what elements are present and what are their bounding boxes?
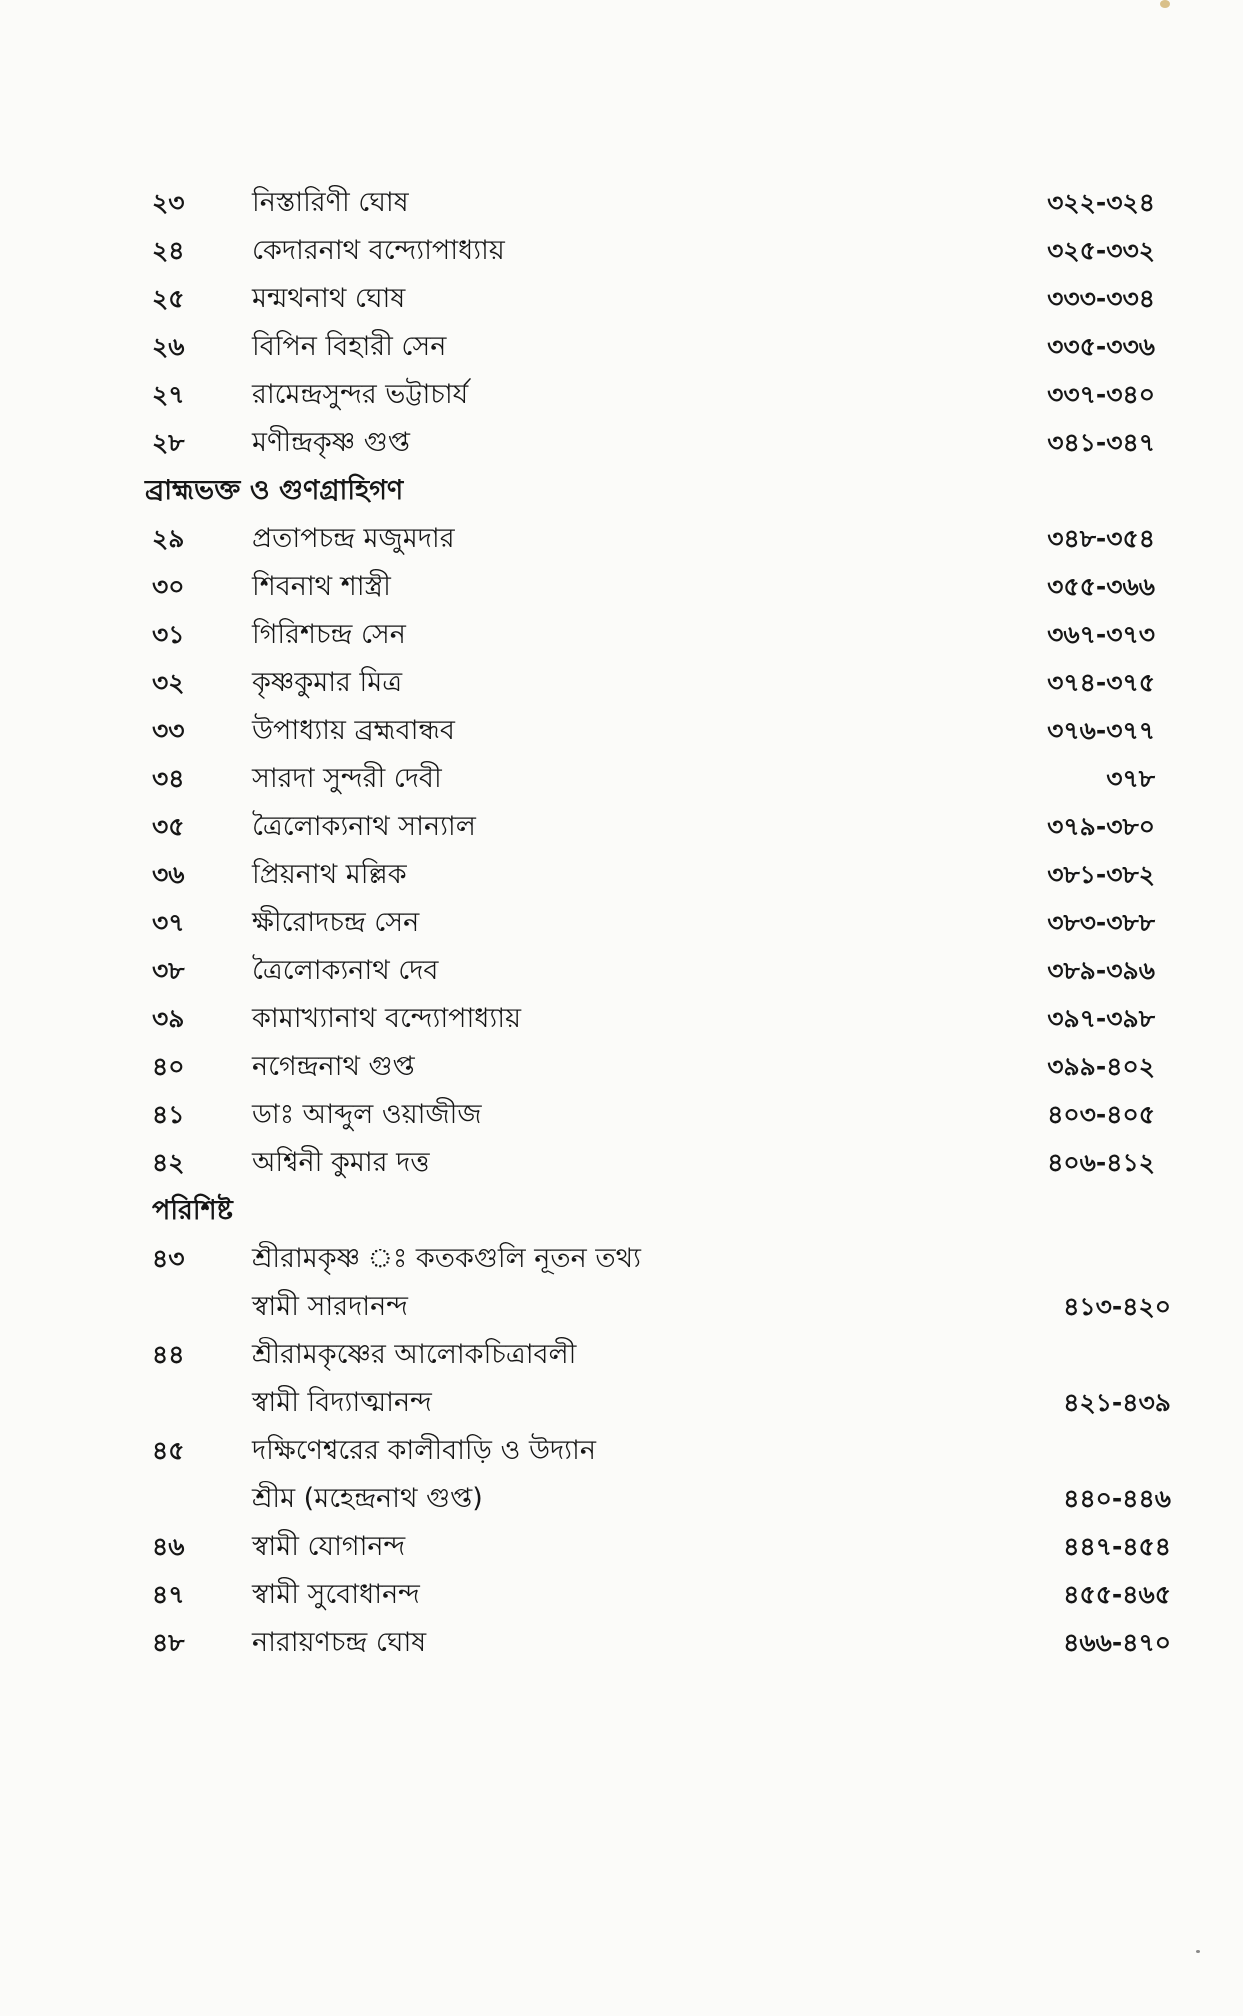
toc-entry xyxy=(0,1331,1243,1379)
entry-title: ত্রৈলোক্যনাথ সান্যাল xyxy=(252,811,476,842)
entry-title: অশ্বিনী কুমার দত্ত xyxy=(252,1147,430,1178)
entry-title: প্রিয়নাথ মল্লিক xyxy=(252,859,407,890)
toc-entry xyxy=(0,1235,1243,1283)
entry-pages: ৪৪০-৪৪৬ xyxy=(1063,1484,1171,1513)
toc-entry xyxy=(0,899,1243,947)
toc-entry xyxy=(0,1523,1243,1571)
entry-title: উপাধ্যায় ব্রহ্মবান্ধব xyxy=(252,715,455,746)
entry-number: ৩২ xyxy=(152,668,185,697)
entry-number: ৪১ xyxy=(152,1100,185,1129)
toc-entry xyxy=(0,323,1243,371)
entry-title: শিবনাথ শাস্ত্রী xyxy=(252,571,391,602)
toc-entry xyxy=(0,275,1243,323)
entry-pages: ৩৩৭-৩৪০ xyxy=(1047,380,1155,409)
toc-entry xyxy=(0,371,1243,419)
entry-pages: ৩৫৫-৩৬৬ xyxy=(1047,572,1155,601)
toc-entry xyxy=(0,179,1243,227)
entry-pages: ৪০৩-৪০৫ xyxy=(1047,1100,1155,1129)
entry-author: স্বামী সারদানন্দ xyxy=(252,1291,408,1322)
entry-pages: ৩৭৪-৩৭৫ xyxy=(1047,668,1155,697)
entry-title: স্বামী যোগানন্দ xyxy=(252,1531,406,1562)
entry-number: ৩০ xyxy=(152,572,185,601)
entry-number: ২৫ xyxy=(152,284,185,313)
toc-entry xyxy=(0,803,1243,851)
entry-pages: ৩৭৮ xyxy=(1106,764,1155,793)
entry-title: কেদারনাথ বন্দ্যোপাধ্যায় xyxy=(252,235,505,266)
entry-number: ৪০ xyxy=(152,1052,185,1081)
entry-pages: ৪০৬-৪১২ xyxy=(1047,1148,1155,1177)
entry-pages: ৩৪৮-৩৫৪ xyxy=(1047,524,1155,553)
entry-number: ২৯ xyxy=(152,524,185,553)
entry-pages: ৩২২-৩২৪ xyxy=(1047,188,1155,217)
entry-title: ডাঃ আব্দুল ওয়াজীজ xyxy=(252,1099,482,1130)
entry-pages: ৩৩৩-৩৩৪ xyxy=(1047,284,1155,313)
entry-number: ২৬ xyxy=(152,332,185,361)
toc-entry xyxy=(0,755,1243,803)
entry-number: ২৩ xyxy=(152,188,185,217)
entry-title: রামেন্দ্রসুন্দর ভট্টাচার্য xyxy=(252,379,469,410)
toc-entry-author xyxy=(0,1475,1243,1523)
entry-pages: ৪৪৭-৪৫৪ xyxy=(1063,1532,1171,1561)
toc-entry xyxy=(0,659,1243,707)
entry-pages: ৩৭৬-৩৭৭ xyxy=(1047,716,1155,745)
toc-entry xyxy=(0,1571,1243,1619)
entry-number: ৪৩ xyxy=(152,1244,185,1273)
entry-title: প্রতাপচন্দ্র মজুমদার xyxy=(252,523,455,554)
entry-title: কামাখ্যানাথ বন্দ্যোপাধ্যায় xyxy=(252,1003,521,1034)
toc-entry xyxy=(0,611,1243,659)
toc-entry xyxy=(0,1427,1243,1475)
entry-pages: ৩৮১-৩৮২ xyxy=(1047,860,1155,889)
toc-entry xyxy=(0,707,1243,755)
entry-number: ২৪ xyxy=(152,236,185,265)
entry-title: মন্মথনাথ ঘোষ xyxy=(252,283,406,314)
entry-number: ৩৯ xyxy=(152,1004,185,1033)
entry-title: শ্রীরামকৃষ্ণ ঃ কতকগুলি নূতন তথ্য xyxy=(252,1243,641,1274)
scan-smudge xyxy=(1160,0,1170,8)
entry-title: দক্ষিণেশ্বরের কালীবাড়ি ও উদ্যান xyxy=(252,1435,596,1466)
entry-title: স্বামী সুবোধানন্দ xyxy=(252,1579,420,1610)
toc-entry-author xyxy=(0,1379,1243,1427)
entry-pages: ৩৪১-৩৪৭ xyxy=(1047,428,1155,457)
entry-title: নগেন্দ্রনাথ গুপ্ত xyxy=(252,1051,415,1082)
entry-pages: ৩৯৯-৪০২ xyxy=(1047,1052,1155,1081)
section-heading-appendix: পরিশিষ্ট xyxy=(152,1195,233,1226)
entry-author: শ্রীম (মহেন্দ্রনাথ গুপ্ত) xyxy=(252,1483,483,1514)
entry-pages: ৪৫৫-৪৬৫ xyxy=(1063,1580,1171,1609)
entry-number: ৩৮ xyxy=(152,956,185,985)
toc-entry xyxy=(0,419,1243,467)
entry-number: ৪৭ xyxy=(152,1580,185,1609)
entry-number: ৩৬ xyxy=(152,860,185,889)
toc-entry xyxy=(0,227,1243,275)
entry-number: ৩৪ xyxy=(152,764,185,793)
toc-entry xyxy=(0,515,1243,563)
entry-pages: ৪২১-৪৩৯ xyxy=(1063,1388,1171,1417)
entry-title: মণীন্দ্রকৃষ্ণ গুপ্ত xyxy=(252,427,410,458)
entry-pages: ৩৬৭-৩৭৩ xyxy=(1047,620,1155,649)
scan-speck xyxy=(1196,1950,1200,1953)
entry-author: স্বামী বিদ্যাত্মানন্দ xyxy=(252,1387,432,1418)
entry-title: বিপিন বিহারী সেন xyxy=(252,331,447,362)
entry-number: ৩৩ xyxy=(152,716,185,745)
toc-entry-author xyxy=(0,1283,1243,1331)
entry-title: সারদা সুন্দরী দেবী xyxy=(252,763,442,794)
entry-number: ৩৫ xyxy=(152,812,185,841)
toc-entry xyxy=(0,995,1243,1043)
entry-title: ত্রৈলোক্যনাথ দেব xyxy=(252,955,439,986)
toc-entry xyxy=(0,851,1243,899)
entry-pages: ৩৯৭-৩৯৮ xyxy=(1047,1004,1155,1033)
entry-number: ৪৪ xyxy=(152,1340,185,1369)
entry-pages: ৪১৩-৪২০ xyxy=(1063,1292,1171,1321)
entry-title: নারায়ণচন্দ্র ঘোষ xyxy=(252,1627,427,1658)
toc-entry xyxy=(0,563,1243,611)
entry-pages: ৪৬৬-৪৭০ xyxy=(1063,1628,1171,1657)
entry-number: ৪৫ xyxy=(152,1436,185,1465)
entry-title: গিরিশচন্দ্র সেন xyxy=(252,619,406,650)
entry-number: ২৭ xyxy=(152,380,185,409)
entry-number: ৩৭ xyxy=(152,908,185,937)
section-heading-brahmo: ব্রাহ্মভক্ত ও গুণগ্রাহিগণ xyxy=(145,475,404,506)
toc-entry xyxy=(0,1091,1243,1139)
entry-number: ৩১ xyxy=(152,620,185,649)
entry-pages: ৩২৫-৩৩২ xyxy=(1047,236,1155,265)
entry-number: ৪৮ xyxy=(152,1628,185,1657)
toc-entry xyxy=(0,1043,1243,1091)
toc-entry xyxy=(0,1619,1243,1667)
entry-pages: ৩৮৯-৩৯৬ xyxy=(1047,956,1155,985)
entry-title: শ্রীরামকৃষ্ণের আলোকচিত্রাবলী xyxy=(252,1339,577,1370)
entry-pages: ৩৭৯-৩৮০ xyxy=(1047,812,1155,841)
entry-number: ৪২ xyxy=(152,1148,185,1177)
entry-pages: ৩৩৫-৩৩৬ xyxy=(1047,332,1155,361)
entry-number: ২৮ xyxy=(152,428,185,457)
entry-title: ক্ষীরোদচন্দ্র সেন xyxy=(252,907,420,938)
entry-title: কৃষ্ণকুমার মিত্র xyxy=(252,667,403,698)
entry-title: নিস্তারিণী ঘোষ xyxy=(252,187,409,218)
toc-entry xyxy=(0,947,1243,995)
toc-entry xyxy=(0,1139,1243,1187)
entry-number: ৪৬ xyxy=(152,1532,185,1561)
entry-pages: ৩৮৩-৩৮৮ xyxy=(1047,908,1155,937)
